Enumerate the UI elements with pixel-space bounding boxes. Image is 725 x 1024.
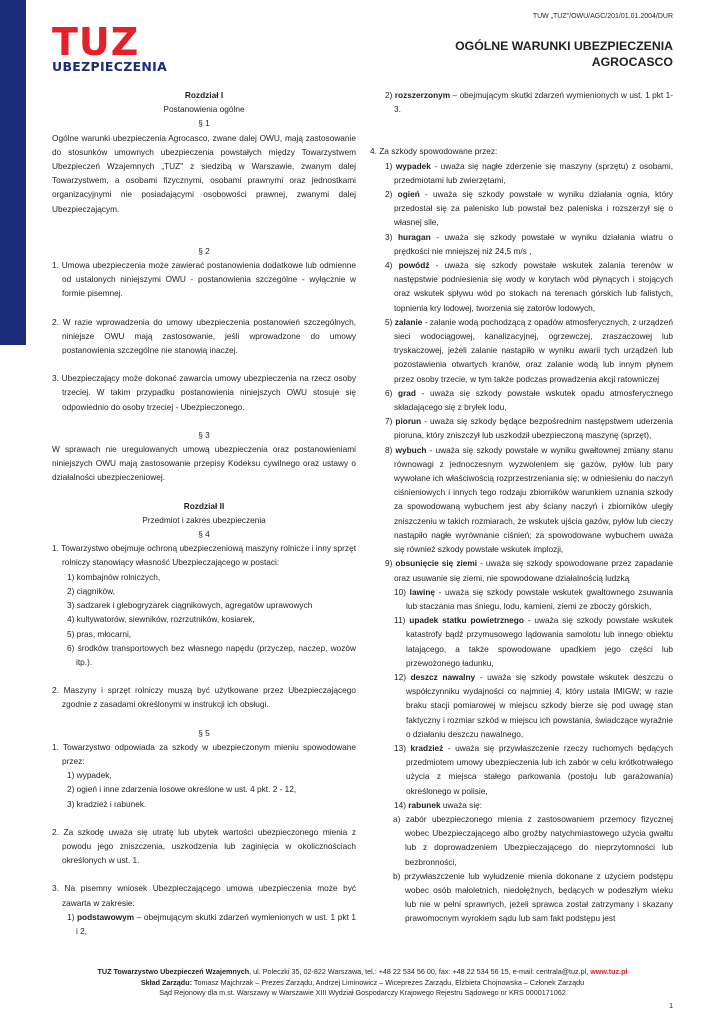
- item-term: deszcz nawalny: [410, 671, 476, 682]
- item-term: powódź: [398, 260, 430, 271]
- page-footer: [40, 967, 685, 999]
- section-4-heading: § 4: [198, 529, 210, 540]
- section-5-paragraph-4: 4. Za szkody spowodowane przez:: [370, 146, 498, 157]
- item-number: 3): [385, 231, 398, 242]
- list-item: b) przywłaszczenie lub wyłudzenie mienia dokonane z użyciem podstępu wobec osób małoletnich, niedołężnych, będących w podeszłym wieku lub nie w pełni sprawnych, jeżeli sprawca został zatrzymany i skazany prawomocnym wyrokiem sądu lub sam fakt podstępu jest: [393, 870, 673, 924]
- document-title: [455, 38, 673, 70]
- footer-website-link[interactable]: www.tuz.pl: [590, 967, 628, 976]
- item-text: - uważa się szkody spowodowane przez zapadanie oraz usuwanie się ziemi, nie spowodowane działalnością ludzką: [394, 558, 674, 583]
- item-text: – obejmującym skutki zdarzeń wymienionych w ust. 1 pkt 1 i 2,: [76, 911, 356, 936]
- item-term: upadek statku powietrznego: [409, 615, 524, 626]
- item-number: 9): [385, 558, 396, 569]
- section-1-heading: § 1: [198, 118, 210, 129]
- item-text: - uważa się szkody powstałe wskutek deszczu o współczynniku wydajności co najmniej 4, który ustala IMIGW; w razie braku stacji pomiarowej w miejscu szkody bierze się pod uwagę stan faktyczny i rozmiar szkód w miejscu ich powstania, świadczące wyraźnie o działaniu deszczu nawalnego,: [406, 671, 673, 739]
- item-term: rozszerzonym: [394, 90, 451, 100]
- list-item: [370, 386, 673, 414]
- section-4-paragraph-1: 1. Towarzystwo obejmuje ochroną ubezpieczeniową maszyny rolnicze i inny sprzęt rolniczy stanowiący własność Ubezpieczającego w postaci:: [52, 543, 356, 568]
- item-term: huragan: [397, 231, 431, 242]
- list-item: [370, 556, 673, 584]
- item-number: 11): [394, 615, 410, 626]
- list-item: 4) kultywatorów, siewników, rozrzutników, kosiarek,: [67, 614, 255, 625]
- chapter-1-subtitle: Postanowienia ogólne: [163, 104, 245, 115]
- sidebar-accent-bar: [0, 0, 26, 345]
- item-number: 2): [385, 189, 398, 200]
- document-reference: TUW „TUZ"/OWU/AGC/201/01.01.2004/DUR: [532, 13, 673, 20]
- item-number: 2): [385, 90, 395, 100]
- item-number: 4): [385, 260, 399, 271]
- footer-board-label: Skład Zarządu:: [140, 977, 192, 987]
- footer-board: Tomasz Majchrzak – Prezes Zarządu, Andrzej Liminowicz – Wiceprezes Zarządu, Elżbieta Chojnowska – Członek Zarządu: [191, 977, 585, 987]
- item-term: rabunek: [408, 799, 441, 810]
- chapter-2-subtitle: Przedmiot i zakres ubezpieczenia: [142, 514, 266, 525]
- item-number: 10): [394, 586, 410, 597]
- list-item: [370, 159, 673, 187]
- item-number: 12): [394, 671, 411, 682]
- section-2-paragraph-3: 3. Ubezpieczający może dokonać zawarcia umowy ubezpieczenia na rzecz osoby trzeciej. W takim przypadku postanowienia niniejszych OWU stosuje się odpowiednio do osoby trzeciej - Ubezpieczonego.: [52, 373, 356, 412]
- list-item: a) zabór ubezpieczonego mienia z zastosowaniem przemocy fizycznej wobec Ubezpieczającego albo groźby natychmiastowego użycia gwałtu lub z doprowadzeniem Ubezpieczającego do nieprzytomności lub bezbronności,: [393, 813, 673, 867]
- item-number: 13): [394, 742, 411, 753]
- item-text: - uważa się szkody będące bezpośrednim następstwem uderzenia pioruna, który zniszczył lub uszkodził ubezpieczoną maszynę (sprzęt),: [394, 416, 673, 441]
- list-item: [370, 670, 673, 741]
- list-item: [370, 585, 673, 613]
- item-term: zalanie: [394, 316, 423, 327]
- list-item: 3) kradzież i rabunek.: [67, 798, 147, 809]
- list-item: [52, 910, 356, 938]
- list-item: 1) wypadek,: [67, 770, 112, 781]
- item-text: - uważa się szkody powstałe w wyniku gwałtownej zmiany stanu równowagi z jednoczesnym wyzwoleniem się gazów, pyłów lub pary wywołane ich właściwością rozprzestrzeniania się; w odniesieniu do naczyń ciśnieniowych i innych tego rodzaju zbiorników warunkiem uznania szkody za spowodowaną wybuchem jest aby ściany naczyń i zbiorników uległy zniszczeniu w takich rozmiarach, że wskutek ujścia gazów, pyłów lub cieczy nastąpiło nagłe wyrównanie ciśnień; za spowodowane wybuchem uważa się również szkody powstałe wskutek implozji,: [394, 444, 673, 555]
- item-term: wybuch: [395, 444, 427, 455]
- list-item: [370, 414, 673, 442]
- tuz-logo: [52, 20, 168, 74]
- item-number: 6): [385, 387, 398, 398]
- list-item: [370, 798, 673, 812]
- item-term: kradzież: [410, 742, 444, 753]
- section-5-paragraph-2: 2. Za szkodę uważa się utratę lub ubytek wartości ubezpieczonego mienia z powodu jego zniszczenia, uszkodzenia lub zaginięcia w okolicznościach określonych w ust. 1.: [52, 826, 356, 866]
- item-number: 8): [385, 444, 396, 455]
- list-item: [370, 258, 673, 315]
- footer-company: TUZ Towarzystwo Ubezpieczeń Wzajemnych: [97, 967, 250, 976]
- item-number: 5): [385, 316, 395, 327]
- document-title-line2: AGROCASCO: [591, 55, 673, 69]
- section-2-heading: § 2: [198, 245, 210, 256]
- section-3-text: W sprawach nie uregulowanych umową ubezpieczenia oraz postanowieniami niniejszych OWU mają zastosowanie przepisy Kodeksu cywilnego oraz ustawy o działalności ubezpieczeniowej.: [52, 444, 356, 483]
- item-number: 7): [385, 416, 396, 427]
- item-text: - uważa się przywłaszczenie rzeczy ruchomych będących przedmiotem umowy ubezpieczenia lub ich zabór w celu krótkotrwałego użycia z miejsca stałego parkowania (postoju lub garażowania) określonego w polisie,: [406, 742, 673, 796]
- item-term: grad: [398, 387, 416, 398]
- list-item: [370, 741, 673, 798]
- item-term: ogień: [397, 189, 420, 200]
- item-text: - uważa się szkody powstałe wskutek katastrofy bądź przymusowego lądowania samolotu lub innego obiektu latającego, a także spowodowane upadkiem jego części lub przewożonego ładunku,: [406, 615, 674, 668]
- list-item: [370, 230, 673, 258]
- risk-list: [370, 159, 673, 812]
- document-title-line1: OGÓLNE WARUNKI UBEZPIECZENIA: [455, 39, 673, 53]
- list-item: 2) ciągników,: [67, 585, 115, 596]
- list-item: 6) środków transportowych bez własnego napędu (przyczep, naczep, wozów itp.).: [67, 642, 356, 667]
- section-3-heading: § 3: [198, 429, 210, 440]
- list-item: [370, 443, 673, 557]
- item-text: - uważa się nagłe zderzenie się maszyny (sprzętu) z osobami, przedmiotami lub zwierzętami,: [394, 160, 673, 185]
- item-term: obsunięcie się ziemi: [395, 558, 478, 569]
- chapter-1-title: Rozdział I: [184, 90, 224, 100]
- chapter-2-title: Rozdział II: [183, 500, 225, 511]
- logo-wordmark: TUZ: [52, 20, 140, 64]
- item-number: 1): [67, 911, 77, 922]
- list-item: [370, 613, 673, 670]
- item-text: - uważa się szkody powstałe wskutek gwałtownego zsuwania lub staczania mas śniegu, lodu, kamieni, ziemi ze zboczy górskich,: [406, 586, 674, 611]
- list-item: 3) sadzarek i glebogryzarek ciągnikowych, agregatów uprawowych: [67, 600, 313, 611]
- item-text: - uważa się szkody powstałe w wyniku działania wiatru o prędkości nie mniejszej niż 24,5 m/s ,: [394, 231, 673, 256]
- right-column: [370, 88, 673, 926]
- list-item: 1) kombajnów rolniczych,: [67, 571, 161, 582]
- footer-court-line: Sąd Rejonowy dla m.st. Warszawy w Warszawie XIII Wydział Gospodarczy Krajowego Rejestru Sądowego nr KRS 0000171062: [159, 988, 566, 997]
- list-item: [370, 315, 673, 386]
- item-text: - zalanie wodą pochodzącą z opadów atmosferycznych, z urządzeń sieci wodociągowej, kanalizacyjnej, ogrzewczej, zraszaczowej lub tryskaczowej, jeżeli zalanie nastąpiło w wyniku awarii tych urządzeń lub pozostawienia otwartych kranów, oraz zalanie wodą lub innym płynem przez osoby trzecie, w tym także podczas prowadzenia akcji ratowniczej: [394, 316, 673, 384]
- list-item: 2) ogień i inne zdarzenia losowe określone w ust. 4 pkt. 2 - 12,: [67, 784, 297, 795]
- section-1-text: Ogólne warunki ubezpieczenia Agrocasco, zwane dalej OWU, mają zastosowanie do stosunków umownych ubezpieczenia powstałych między Towarzystwem Ubezpieczeń Wzajemnych „TUZ" z siedzibą w Warszawie, zwanym dalej Towarzystwem, a osobami fizycznymi, osobami prawnymi oraz jednostkami organizacyjnymi nie posiadającymi osobowości prawnej, zwanymi dalej Ubezpieczającym.: [52, 132, 356, 214]
- item-term: lawinę: [409, 586, 436, 597]
- footer-board-line: [40, 978, 685, 989]
- item-text: - uważa się szkody powstałe wskutek zalania terenów w następstwie podniesienia się wody w korytach wód płynących i stojących oraz wskutek spływu wód po stokach na terenach górskich lub falistych, topnienia kry lodowej, tworzenia się zatorów lodowych,: [394, 260, 673, 313]
- item-text: – obejmującym skutki zdarzeń wymienionych w ust. 1 pkt 1-3.: [394, 90, 673, 115]
- item-term: piorun: [395, 416, 422, 427]
- list-item: 5) pras, młocarni,: [67, 628, 132, 639]
- item-number: 14): [394, 799, 409, 810]
- footer-address: , ul. Poleczki 35, 02-822 Warszawa, tel.: +48 22 534 56 00, fax: +48 22 534 56 15, e-mail: centrala@tuz.pl,: [249, 967, 591, 976]
- section-5-paragraph-1: 1. Towarzystwo odpowiada za szkody w ubezpieczonym mieniu spowodowane przez:: [52, 741, 356, 766]
- item-text: - uważa się szkody powstałe w wyniku działania ognia, który przedostał się za palenisko lub powstał bez paleniska i rozszerzył się o własnej sile,: [394, 189, 673, 228]
- list-item: [370, 88, 673, 116]
- item-text: uważa się:: [440, 799, 483, 810]
- section-2-paragraph-1: 1. Umowa ubezpieczenia może zawierać postanowienia dodatkowe lub odmienne od ustalonych niniejszymi OWU - postanowienia szczególne - wyłącznie w formie pisemnej.: [52, 260, 356, 299]
- logo-subtitle: UBEZPIECZENIA: [52, 59, 168, 74]
- section-5-paragraph-3: 3. Na pisemny wniosek Ubezpieczającego umowa ubezpieczenia może być zawarta w zakresie:: [52, 883, 356, 908]
- list-item: [370, 187, 673, 230]
- item-text: - uważa się szkody powstałe wskutek opadu atmosferycznego składającego się z bryłek lodu,: [394, 387, 673, 413]
- section-2-paragraph-2: 2. W razie wprowadzenia do umowy ubezpieczenia postanowień szczególnych, niniejsze OWU mają zastosowanie, jeśli wprowadzone do umowy postanowienia szczególne nie stanowią inaczej.: [52, 316, 356, 356]
- section-4-paragraph-2: 2. Maszyny i sprzęt rolniczy muszą być użytkowane przez Ubezpieczającego zgodnie z zasadami określonymi w instrukcji ich obsługi.: [52, 685, 356, 710]
- section-5-heading: § 5: [198, 727, 210, 738]
- item-term: podstawowym: [76, 911, 135, 922]
- page-number: 1: [669, 1003, 673, 1010]
- footer-company-line: [40, 967, 685, 978]
- item-term: wypadek: [395, 160, 431, 171]
- item-number: 1): [385, 160, 396, 171]
- left-column: [52, 88, 356, 938]
